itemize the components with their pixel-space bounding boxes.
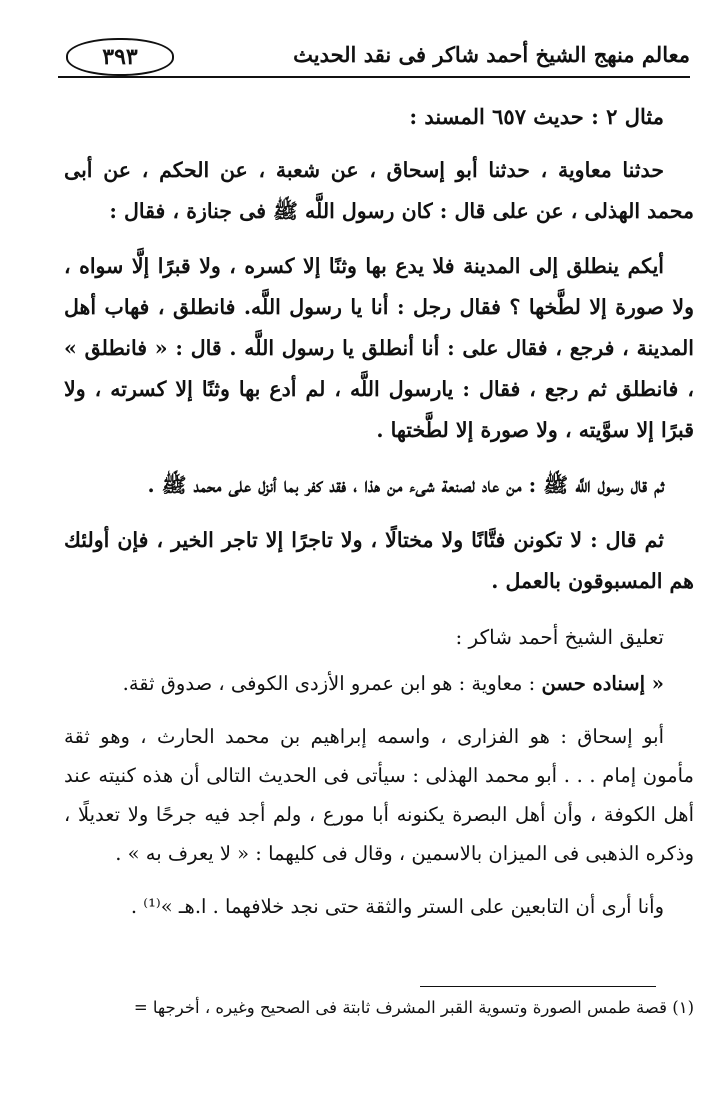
comment-paragraph-1 [64,664,694,703]
hadith-text-paragraph-3: ثم قال : لا تكونن فتَّانًا ولا مختالًا ، ولا تاجرًا إلا تاجر الخير ، فإن أولئك هم المسبوقون بالعمل . [64,528,694,593]
footnote-rule [420,986,656,987]
page-header [58,34,690,78]
footnote: (١) قصة طمس الصورة وتسوية القبر المشرف ثابتة فى الصحيح وغيره ، أخرجها = [133,998,694,1017]
header-rule [58,76,690,78]
page-number: ٣٩٣ [66,38,174,76]
running-head: معالم منهج الشيخ أحمد شاكر فى نقد الحديث [293,42,690,67]
comment-paragraph-2: أبو إسحاق : هو الفزارى ، واسمه إبراهيم بن محمد الحارث ، وهو ثقة مأمون إمام . . . أبو محمد الهذلى : سيأتى فى الحديث التالى أن هذه كنيته عند أهل الكوفة ، وأن أهل البصرة يكنونه أبا مورع ، ولم أجد فيه جرحًا ولا تعديلًا ، وذكره الذهبى فى الميزان بالاسمين ، وقال فى كليهما : « لا يعرف به » . [64,725,694,865]
isnad-verdict-rest: : معاوية : هو ابن عمرو الأزدى الكوفى ، صدوق ثقة. [122,672,542,695]
hadith-chain: حدثنا معاوية ، حدثنا أبو إسحاق ، عن شعبة ، عن الحكم ، عن أبى محمد الهذلى ، عن على قال : كان رسول اللَّه ﷺ فى جنازة ، فقال : [64,158,694,223]
example-title: مثال ٢ : حديث ٦٥٧ المسند : [409,104,664,129]
page-body [64,96,694,940]
comment-paragraph-3: وأنا أرى أن التابعين على الستر والثقة حتى نجد خلافهما . ا.هـ »⁽¹⁾ . [130,895,664,918]
hadith-text-paragraph: أيكم ينطلق إلى المدينة فلا يدع بها وثنًا إلا كسره ، ولا قبرًا إلَّا سواه ، ولا صورة إلا لطَّخها ؟ فقال رجل : أنا يا رسول اللَّه. فانطلق ، فهاب أهل المدينة ، فرجع ، فقال على : أنا أنطلق يا رسول اللَّه . قال : « فانطلق » ، فانطلق ثم رجع ، فقال : يارسول اللَّه ، لم أدع بها وثنًا إلا كسرته ، ولا قبرًا إلا سوَّيته ، ولا صورة إلا لطَّختها . [64,254,694,442]
comment-heading: تعليق الشيخ أحمد شاكر : [455,625,664,649]
isnad-verdict: « إسناده حسن [541,672,664,695]
hadith-text-paragraph-2: ثم قال رسول اللَّه ﷺ : من عاد لصنعة شىء من هذا ، فقد كفر بما أنزل على محمد ﷺ . [147,473,664,497]
